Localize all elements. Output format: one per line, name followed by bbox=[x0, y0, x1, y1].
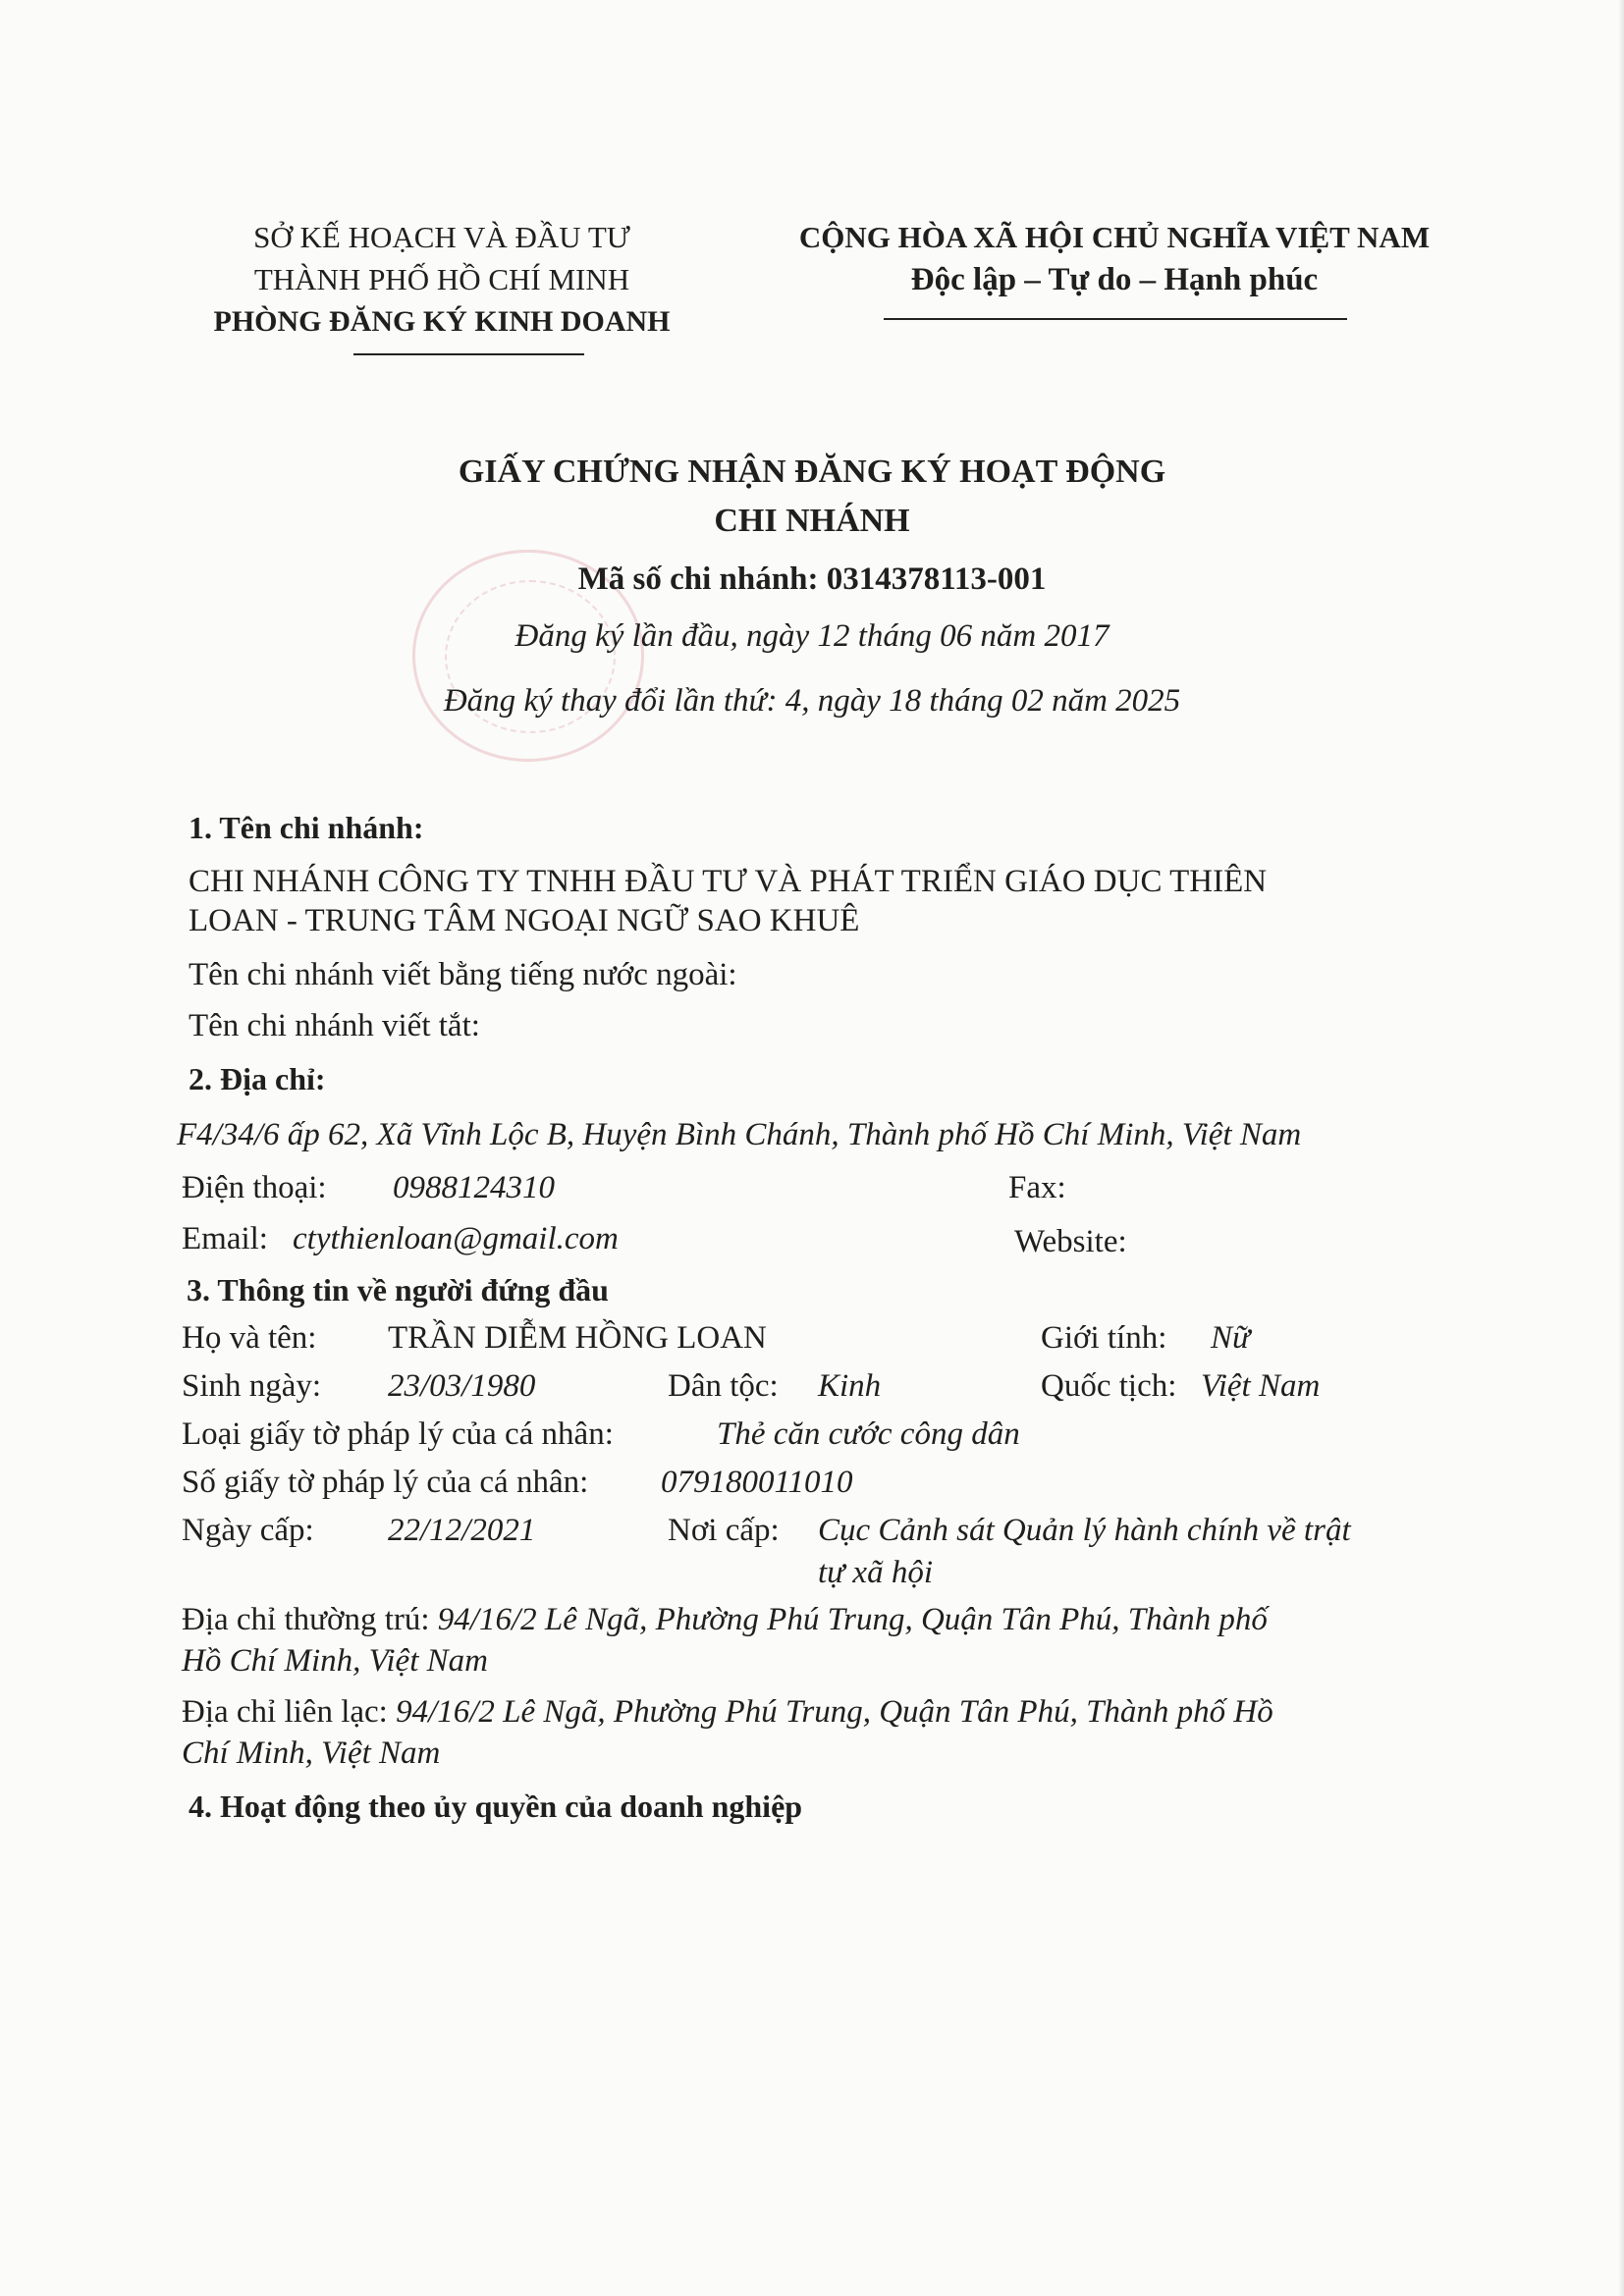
doc-number-value: 079180011010 bbox=[661, 1465, 853, 1500]
short-name-label: Tên chi nhánh viết tắt: bbox=[189, 1008, 480, 1043]
doc-type-value: Thẻ căn cước công dân bbox=[717, 1416, 1020, 1452]
agency-line-1: SỞ KẾ HOẠCH VÀ ĐẦU TƯ bbox=[253, 220, 630, 254]
permanent-address-label: Địa chỉ thường trú: bbox=[182, 1602, 430, 1637]
issue-place-label: Nơi cấp: bbox=[668, 1513, 780, 1548]
branch-address: F4/34/6 ấp 62, Xã Vĩnh Lộc B, Huyện Bình Chánh, Thành phố Hồ Chí Minh, Việt Nam bbox=[177, 1117, 1302, 1152]
nationality-label: Quốc tịch: bbox=[1041, 1368, 1177, 1404]
section-3-heading: 3. Thông tin về người đứng đầu bbox=[187, 1272, 609, 1308]
website-label: Website: bbox=[1014, 1224, 1127, 1259]
permanent-address-line-2: Hồ Chí Minh, Việt Nam bbox=[182, 1643, 488, 1679]
scan-edge-shadow bbox=[1618, 0, 1624, 2296]
agency-underline bbox=[353, 353, 584, 355]
email-value: ctythienloan@gmail.com bbox=[293, 1221, 619, 1256]
permanent-address-line-1: 94/16/2 Lê Ngã, Phường Phú Trung, Quận Tân Phú, Thành phố bbox=[437, 1602, 1268, 1637]
contact-address-line-2: Chí Minh, Việt Nam bbox=[182, 1735, 441, 1771]
agency-line-3: PHÒNG ĐĂNG KÝ KINH DOANH bbox=[213, 305, 671, 338]
ethnicity-label: Dân tộc: bbox=[668, 1368, 779, 1404]
contact-address-label: Địa chỉ liên lạc: bbox=[182, 1694, 388, 1730]
section-2-heading: 2. Địa chỉ: bbox=[189, 1061, 326, 1096]
branch-code bbox=[0, 561, 1624, 598]
change-registration: Đăng ký thay đổi lần thứ: 4, ngày 18 tháng 02 năm 2025 bbox=[443, 683, 1181, 719]
contact-address bbox=[182, 1694, 1273, 1731]
contact-address-line-1: 94/16/2 Lê Ngã, Phường Phú Trung, Quận Tân Phú, Thành phố Hồ bbox=[396, 1694, 1273, 1730]
section-1-heading: 1. Tên chi nhánh: bbox=[189, 810, 424, 845]
permanent-address bbox=[182, 1602, 1268, 1638]
issue-place-line-1: Cục Cảnh sát Quản lý hành chính về trật bbox=[818, 1513, 1351, 1548]
dob-value: 23/03/1980 bbox=[388, 1368, 536, 1404]
phone-value: 0988124310 bbox=[393, 1170, 555, 1205]
phone-label: Điện thoại: bbox=[182, 1170, 327, 1205]
issue-date-value: 22/12/2021 bbox=[388, 1513, 536, 1548]
gender-label: Giới tính: bbox=[1041, 1320, 1167, 1356]
doc-type-label: Loại giấy tờ pháp lý của cá nhân: bbox=[182, 1416, 614, 1452]
issue-date-label: Ngày cấp: bbox=[182, 1513, 314, 1548]
certificate-title-line-1: GIẤY CHỨNG NHẬN ĐĂNG KÝ HOẠT ĐỘNG bbox=[458, 454, 1166, 490]
branch-name-line-2: LOAN - TRUNG TÂM NGOẠI NGỮ SAO KHUÊ bbox=[189, 903, 860, 938]
branch-code-label: Mã số chi nhánh: bbox=[577, 561, 819, 597]
name-value: TRẦN DIỄM HỒNG LOAN bbox=[388, 1320, 767, 1356]
doc-number-label: Số giấy tờ pháp lý của cá nhân: bbox=[182, 1465, 589, 1500]
foreign-name-label: Tên chi nhánh viết bằng tiếng nước ngoài: bbox=[189, 957, 737, 992]
first-registration: Đăng ký lần đầu, ngày 12 tháng 06 năm 2017 bbox=[514, 618, 1110, 654]
gender-value: Nữ bbox=[1211, 1320, 1251, 1356]
motto-underline bbox=[884, 318, 1347, 320]
nation-motto: Độc lập – Tự do – Hạnh phúc bbox=[910, 262, 1319, 297]
branch-name-line-1: CHI NHÁNH CÔNG TY TNHH ĐẦU TƯ VÀ PHÁT TRIỂN GIÁO DỤC THIÊN bbox=[189, 864, 1268, 899]
certificate-title-line-2: CHI NHÁNH bbox=[714, 503, 910, 539]
nation-title: CỘNG HÒA XÃ HỘI CHỦ NGHĨA VIỆT NAM bbox=[798, 220, 1431, 254]
branch-code-value: 0314378113-001 bbox=[826, 561, 1047, 597]
section-4-heading: 4. Hoạt động theo ủy quyền của doanh nghiệp bbox=[189, 1789, 803, 1824]
issue-place-line-2: tự xã hội bbox=[818, 1555, 933, 1590]
name-label: Họ và tên: bbox=[182, 1320, 317, 1356]
agency-line-2: THÀNH PHỐ HỒ CHÍ MINH bbox=[253, 262, 630, 296]
fax-label: Fax: bbox=[1008, 1170, 1066, 1205]
nationality-value: Việt Nam bbox=[1201, 1368, 1321, 1404]
ethnicity-value: Kinh bbox=[818, 1368, 882, 1404]
dob-label: Sinh ngày: bbox=[182, 1368, 322, 1404]
email-label: Email: bbox=[182, 1221, 268, 1256]
